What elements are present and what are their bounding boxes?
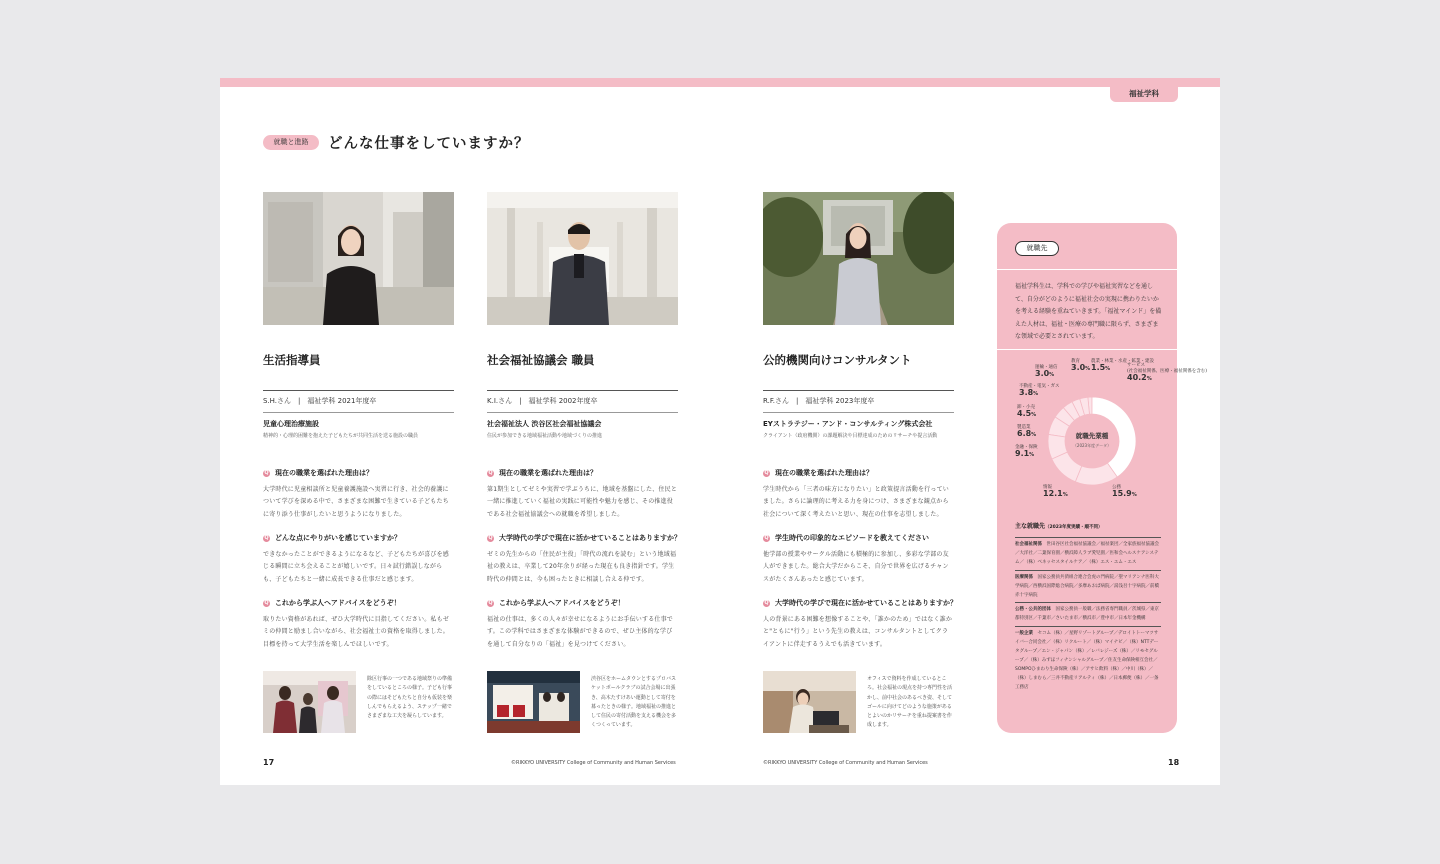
answer: ゼミの先生からの「住民が主役」「時代の流れを読む」という地域福祉の教えは、卒業して20年余りが経った現在も良き指針です。学生時代の仲間とは、今も困ったときに相談し合える仲です。 bbox=[487, 551, 677, 583]
question: Q 学生時代の印象的なエピソードを教えてください bbox=[764, 534, 929, 542]
sidebar-intro: 福祉学科生は、学科での学びや福祉実習などを通して、自分がどのように福祉社会の実現に携わりたいかを考える経験を重ねていきます。「福祉マインド」を備えた人材は、福祉・医療の専門職に限らず、さまざまな領域で必要とされています。 bbox=[1015, 283, 1162, 340]
qa-block bbox=[487, 533, 681, 586]
episode-photo-2 bbox=[487, 671, 580, 733]
page-title: どんな仕事をしていますか？ bbox=[328, 136, 530, 152]
department-tab: 福祉学科 bbox=[1110, 86, 1178, 102]
page-number-right: 18 bbox=[1168, 758, 1180, 767]
donut-subtitle: （2023年度データ） bbox=[1072, 443, 1112, 448]
person-info-1: S.H.さん | 福祉学科 2021年度卒 bbox=[263, 397, 377, 405]
answer: 他学部の授業やサークル活動にも積極的に参加し、多彩な学部の友人ができました。総合大学だからこそ、自分で世界を広げるチャンスがたくさんあったと感じています。 bbox=[763, 551, 949, 583]
question: Q 大学時代の学びで現在に活かせていることはありますか？ bbox=[488, 534, 681, 542]
employer-list bbox=[1015, 537, 1161, 695]
episode-photo-1 bbox=[263, 671, 356, 733]
divider bbox=[763, 412, 954, 413]
question: Q 現在の職業を選ばれた理由は？ bbox=[488, 469, 597, 477]
profile-photo-3 bbox=[763, 192, 954, 325]
question: Q これから学ぶ人へアドバイスをどうぞ！ bbox=[488, 599, 625, 607]
answer: 大学時代に児童相談所と児童養護施設へ実習に行き、社会的養護について学びを深める中で、さまざまな困難で生きている子どもたちに寄り添う仕事がしたいと思うようになりました。 bbox=[263, 486, 449, 518]
question-mark-icon: Q bbox=[764, 534, 769, 541]
donut-label-public: 公務 15.9% bbox=[1112, 485, 1137, 498]
question: Q 大学時代の学びで現在に活かせていることはありますか？ bbox=[764, 599, 957, 607]
answer: 学生時代から「三者の味方になりたい」と政策提言活動を行っていました。さらに論理的に考える力を身につけ、さまざまな観点から社会について深く考えたいと思い、現在の仕事を志望しました。 bbox=[763, 486, 950, 518]
episode-caption-3: オフィスで資料を作成しているところ。社会福祉の現点を持つ専門性を活かし、前中社会のあるべき姿、そしてゴールに向けてどのような施策があるとよいのかリサーチを重ね提案書を作成します。 bbox=[867, 676, 953, 729]
divider bbox=[763, 390, 954, 391]
employment-sidebar bbox=[997, 223, 1208, 733]
donut-label-finance: 金融・保険 9.1% bbox=[1015, 445, 1038, 458]
employer-group-public: 公務・公共的団体 国家公務員一般職／法務省専門職員／茨城県／東京都特別区／千葉市／さいたま市／横浜市／豊中市／日本年金機構 bbox=[1015, 602, 1161, 626]
qa-block bbox=[763, 598, 957, 651]
episode-photo-3 bbox=[763, 671, 856, 733]
question-mark-icon: Q bbox=[264, 469, 269, 476]
donut-label-education: 教育 3.0% bbox=[1071, 359, 1091, 372]
page-number-left: 17 bbox=[263, 758, 275, 767]
question-mark-icon: Q bbox=[488, 469, 493, 476]
person-info-3: R.F.さん | 福祉学科 2023年度卒 bbox=[763, 397, 875, 405]
divider bbox=[997, 269, 1177, 270]
answer: 人の背景にある困難を想像することや、「誰かのため」ではなく誰かと"ともに"行う」という先生の教えは、コンサルタントとしてクライアントに伴走するうえでも活きています。 bbox=[763, 616, 953, 648]
organization-1: 児童心理治療施設 bbox=[263, 420, 319, 428]
qa-block bbox=[263, 533, 454, 586]
employer-group-corporate: 一般企業 セコム（株）／星野リゾートグループ／デロイトトーマツサイバー合同会社／（株）リクルート／（株）マイナビ／（株）NTTデータグループ／エン・ジャパン（株）／レバレジーズ（株）／リモセグループ／（株）みずほフィナンシャルグループ／住友生命保険相互会社／SOMPOひまわり生命保険（株）／アサヒ飲料（株）／中川（株）／（株）しまむら／三井不動産リアルティ（株）／日本郵便（株）／一条工務店 bbox=[1015, 626, 1161, 694]
profile-photo-1 bbox=[263, 192, 454, 325]
question-mark-icon: Q bbox=[264, 599, 269, 606]
industry-donut-chart bbox=[997, 359, 1208, 503]
job-title-1: 生活指導員 bbox=[263, 353, 321, 367]
qa-block bbox=[487, 468, 678, 521]
divider bbox=[997, 349, 1177, 350]
question: Q どんな点にやりがいを感じていますか？ bbox=[264, 534, 401, 542]
episode-caption-2: 渋谷区をホームタウンとするプロバスケットボールクラブの試合会場に出張き、高木たすけあい運動として寄付を募ったときの様子。地域福祉の推進として住民の寄付活動を支える機会を多くつくっています。 bbox=[591, 676, 677, 729]
donut-label-retail: 卸・小売 4.5% bbox=[1017, 405, 1037, 418]
organization-desc-2: 住民が参加できる地域福祉活動や地域づくりの推進 bbox=[487, 433, 603, 439]
employer-group-medical: 医療関係 国家公務員共済組合連合会虎の門病院／聖マリアンナ医科大学病院／西横浜国際総合病院／多摩あおば病院／湯浅吾十字病院／前橋赤十字病院 bbox=[1015, 570, 1161, 603]
brochure-spread bbox=[220, 78, 1220, 785]
organization-desc-3: クライアント（政府機関）の課題解決や目標達成のためのリサーチや提言活動 bbox=[763, 433, 938, 439]
qa-block bbox=[263, 598, 454, 651]
qa-block bbox=[487, 598, 678, 651]
question-mark-icon: Q bbox=[264, 534, 269, 541]
employer-list-title: 主な就職先（2023年度実績・順不同） bbox=[1015, 523, 1103, 530]
job-title-2: 社会福祉協議会 職員 bbox=[487, 353, 595, 367]
organization-3: EYストラテジー・アンド・コンサルティング株式会社 bbox=[763, 420, 933, 428]
profile-photo-2 bbox=[487, 192, 678, 325]
qa-block bbox=[263, 468, 454, 521]
organization-2: 社会福祉法人 渋谷区社会福祉協議会 bbox=[487, 420, 602, 428]
question: Q 現在の職業を選ばれた理由は？ bbox=[264, 469, 373, 477]
question: Q これから学ぶ人へアドバイスをどうぞ！ bbox=[264, 599, 401, 607]
donut-label-realestate: 不動産・電気・ガス 3.8% bbox=[1019, 384, 1060, 397]
top-accent-bar bbox=[220, 78, 1220, 87]
organization-desc-1: 精神的・心理的困難を抱えた子どもたちが共同生活を送る施設の職員 bbox=[263, 433, 419, 439]
episode-caption-1: 除区行事の一つである地域祭りの準備をしているところの様子。子ども行事の際にはそどもたちと自分も仮装を楽しんでもらえるよう、ステップ一緒でさまざまな工夫を凝らしています。 bbox=[367, 676, 453, 720]
job-title-3: 公的機関向けコンサルタント bbox=[763, 353, 912, 367]
question-mark-icon: Q bbox=[488, 534, 493, 541]
qa-block bbox=[763, 533, 954, 586]
section-badge: 就職と進路 bbox=[263, 135, 319, 150]
question: Q 現在の職業を選ばれた理由は？ bbox=[764, 469, 873, 477]
donut-label-info: 情報 12.1% bbox=[1043, 485, 1068, 498]
question-mark-icon: Q bbox=[764, 469, 769, 476]
divider bbox=[487, 390, 678, 391]
donut-label-service: サービス (社会福祉関係、医療・福祉関係を含む) 40.2% bbox=[1127, 363, 1208, 382]
donut-label-transport: 運輸・通信 3.0% bbox=[1035, 365, 1058, 378]
footer-credit-right: ©RIKKYO UNIVERSITY College of Community and Human Services bbox=[763, 760, 928, 766]
question-mark-icon: Q bbox=[488, 599, 493, 606]
question-mark-icon: Q bbox=[764, 599, 769, 606]
answer: できなかったことができるようになるなど、子どもたちが喜びを感じる瞬間に立ち会えることが嬉しいです。日々試行錯誤しながらも、子どもたちと一緒に成長できる仕事だと感じます。 bbox=[263, 551, 450, 583]
divider bbox=[263, 390, 454, 391]
person-info-2: K.I.さん | 福祉学科 2002年度卒 bbox=[487, 397, 598, 405]
footer-credit-left: ©RIKKYO UNIVERSITY College of Community and Human Services bbox=[511, 760, 676, 766]
sidebar-badge: 就職先 bbox=[1015, 241, 1059, 256]
divider bbox=[487, 412, 678, 413]
answer: 取りたい資格があれば、ぜひ大学時代に目指してください。私もゼミの仲間と励まし合いながら、社会福祉士の資格を取得しました。目標を持って大学生活を楽しんでほしいです。 bbox=[263, 616, 450, 648]
donut-title: 就職先業種 bbox=[1075, 432, 1109, 440]
divider bbox=[263, 412, 454, 413]
qa-block bbox=[763, 468, 954, 521]
employer-group-welfare: 社会福祉関係 世田谷区社会福祉協議会／福祉楽団／全家族福祉協議会／大洋社／二葉保育園／横浜障人ラブ愛児園／医和会ヘルスケアシステム／（株）ベネッセスタイルケア／（株）エス・エム・エス bbox=[1015, 537, 1161, 570]
answer: 福祉の仕事は、多くの人々が幸せになるようにお手伝いする仕事です。この学科ではさまざまな体験ができるので、ぜひ主体的な学びを通して自分なりの「福祉」を見つけてください。 bbox=[487, 616, 674, 648]
answer: 第1期生としてゼミや実習で学ぶうちに、地域を基盤にした、住民と一緒に推進していく福祉の実践に可能性や魅力を感じ、その推進役である社会福祉協議会への就職を希望しました。 bbox=[487, 486, 678, 518]
donut-label-manufacturing: 製造業 6.8% bbox=[1017, 425, 1037, 438]
donut-label-agriculture: 農業・林業・水産・鉱業・建設 1.5% bbox=[1091, 359, 1154, 372]
